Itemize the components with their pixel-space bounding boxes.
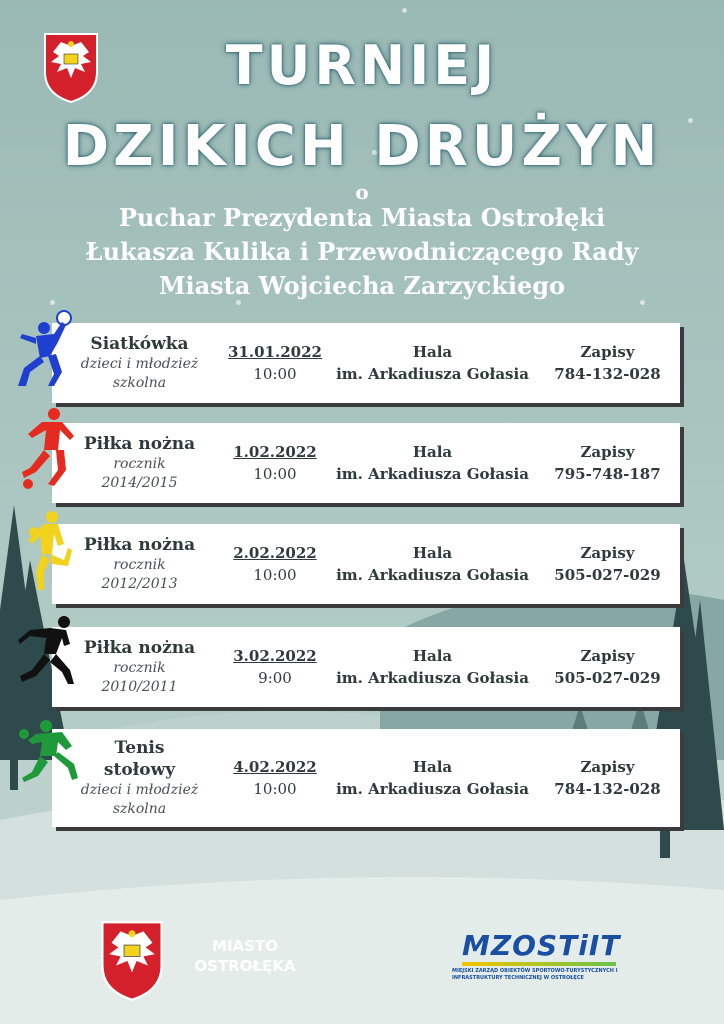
- event-venue: [330, 729, 535, 827]
- partner-logo: [452, 930, 622, 982]
- cup-line-2: Łukasza Kulika i Przewodniczącego Rady: [85, 237, 639, 266]
- event-time: 10:00: [253, 465, 297, 483]
- venue-line-1: Hala: [412, 758, 453, 776]
- event-registration: [535, 524, 680, 604]
- event-date: 31.01.2022: [228, 343, 322, 361]
- sport-category: 2010/2011: [101, 679, 178, 695]
- event-time: 10:00: [253, 365, 297, 383]
- sport-category: 2012/2013: [101, 576, 178, 592]
- event-registration: [535, 729, 680, 827]
- event-sport: [52, 423, 227, 503]
- sport-category: rocznik: [113, 456, 166, 472]
- title-line-1: TURNIEJ: [225, 34, 499, 97]
- event-time: 10:00: [253, 780, 297, 798]
- registration-label: Zapisy: [580, 647, 635, 665]
- venue-line-1: Hala: [412, 647, 453, 665]
- table-tennis-player-icon: [16, 718, 80, 782]
- sport-name: stołowy: [103, 760, 176, 780]
- event-datetime: [220, 627, 330, 707]
- event-venue: [330, 423, 535, 503]
- registration-label: Zapisy: [580, 343, 635, 361]
- event-card-3: [52, 524, 680, 604]
- venue-line-1: Hala: [412, 443, 453, 461]
- event-registration: [535, 423, 680, 503]
- sport-category: szkolna: [112, 375, 167, 391]
- registration-phone[interactable]: 505-027-029: [554, 566, 661, 584]
- city-coat-of-arms-footer-icon: [100, 920, 164, 1002]
- event-registration: [535, 627, 680, 707]
- sport-category: dzieci i młodzież: [80, 782, 199, 798]
- footer-city-name: [190, 936, 300, 976]
- venue-line-2: im. Arkadiusza Gołasia: [336, 365, 529, 383]
- event-datetime: [220, 729, 330, 827]
- partner-description: MIEJSKI ZARZĄD OBIEKTÓW SPORTOWO-TURYSTYCZNYCH I INFRASTRUKTURY TECHNICZNEJ W OSTROŁĘCE: [452, 968, 618, 981]
- sport-name: Piłka nożna: [83, 535, 196, 555]
- partner-logo-bar: [462, 962, 616, 966]
- footer-city-line-2: OSTROŁĘKA: [194, 957, 296, 975]
- sport-category: rocznik: [113, 660, 166, 676]
- event-sport: [52, 627, 227, 707]
- event-datetime: [220, 323, 330, 403]
- event-venue: [330, 627, 535, 707]
- sport-name: Tenis: [114, 738, 165, 758]
- event-datetime: [220, 524, 330, 604]
- event-time: 9:00: [258, 669, 292, 687]
- sport-name: Piłka nożna: [83, 434, 196, 454]
- sport-name: Siatkówka: [90, 334, 189, 354]
- event-sport: [52, 323, 227, 403]
- cup-line-3: Miasta Wojciecha Zarzyckiego: [158, 271, 566, 300]
- event-date: 4.02.2022: [233, 758, 317, 776]
- registration-phone[interactable]: 795-748-187: [554, 465, 661, 483]
- event-date: 1.02.2022: [233, 443, 317, 461]
- registration-label: Zapisy: [580, 443, 635, 461]
- football-player-icon: [18, 406, 76, 490]
- venue-line-1: Hala: [412, 544, 453, 562]
- cup-line-1: Puchar Prezydenta Miasta Ostrołęki: [118, 203, 606, 232]
- event-card-5: [52, 729, 680, 827]
- sport-category: rocznik: [113, 557, 166, 573]
- registration-phone[interactable]: 784-132-028: [554, 780, 661, 798]
- venue-line-2: im. Arkadiusza Gołasia: [336, 669, 529, 687]
- football-juggler-icon: [24, 510, 72, 592]
- venue-line-1: Hala: [412, 343, 453, 361]
- sport-category: 2014/2015: [101, 475, 178, 491]
- event-datetime: [220, 423, 330, 503]
- event-venue: [330, 524, 535, 604]
- partner-name: MZOSTiIT: [462, 929, 621, 962]
- sport-category: dzieci i młodzież: [80, 356, 199, 372]
- venue-line-2: im. Arkadiusza Gołasia: [336, 566, 529, 584]
- sport-name: Piłka nożna: [83, 638, 196, 658]
- title-connector: o: [355, 180, 369, 204]
- event-date: 3.02.2022: [233, 647, 317, 665]
- event-card-1: [52, 323, 680, 403]
- title-line-2: DZIKICH DRUŻYN: [62, 114, 662, 179]
- sport-category: szkolna: [112, 801, 167, 817]
- football-kicker-icon: [16, 614, 76, 686]
- volleyball-player-icon: [14, 308, 76, 388]
- registration-label: Zapisy: [580, 544, 635, 562]
- event-card-2: [52, 423, 680, 503]
- event-registration: [535, 323, 680, 403]
- event-sport: [52, 524, 227, 604]
- event-venue: [330, 323, 535, 403]
- registration-phone[interactable]: 784-132-028: [554, 365, 661, 383]
- event-date: 2.02.2022: [233, 544, 317, 562]
- event-time: 10:00: [253, 566, 297, 584]
- event-card-4: [52, 627, 680, 707]
- venue-line-2: im. Arkadiusza Gołasia: [336, 465, 529, 483]
- venue-line-2: im. Arkadiusza Gołasia: [336, 780, 529, 798]
- registration-phone[interactable]: 505-027-029: [554, 669, 661, 687]
- registration-label: Zapisy: [580, 758, 635, 776]
- footer-city-line-1: MIASTO: [212, 937, 278, 955]
